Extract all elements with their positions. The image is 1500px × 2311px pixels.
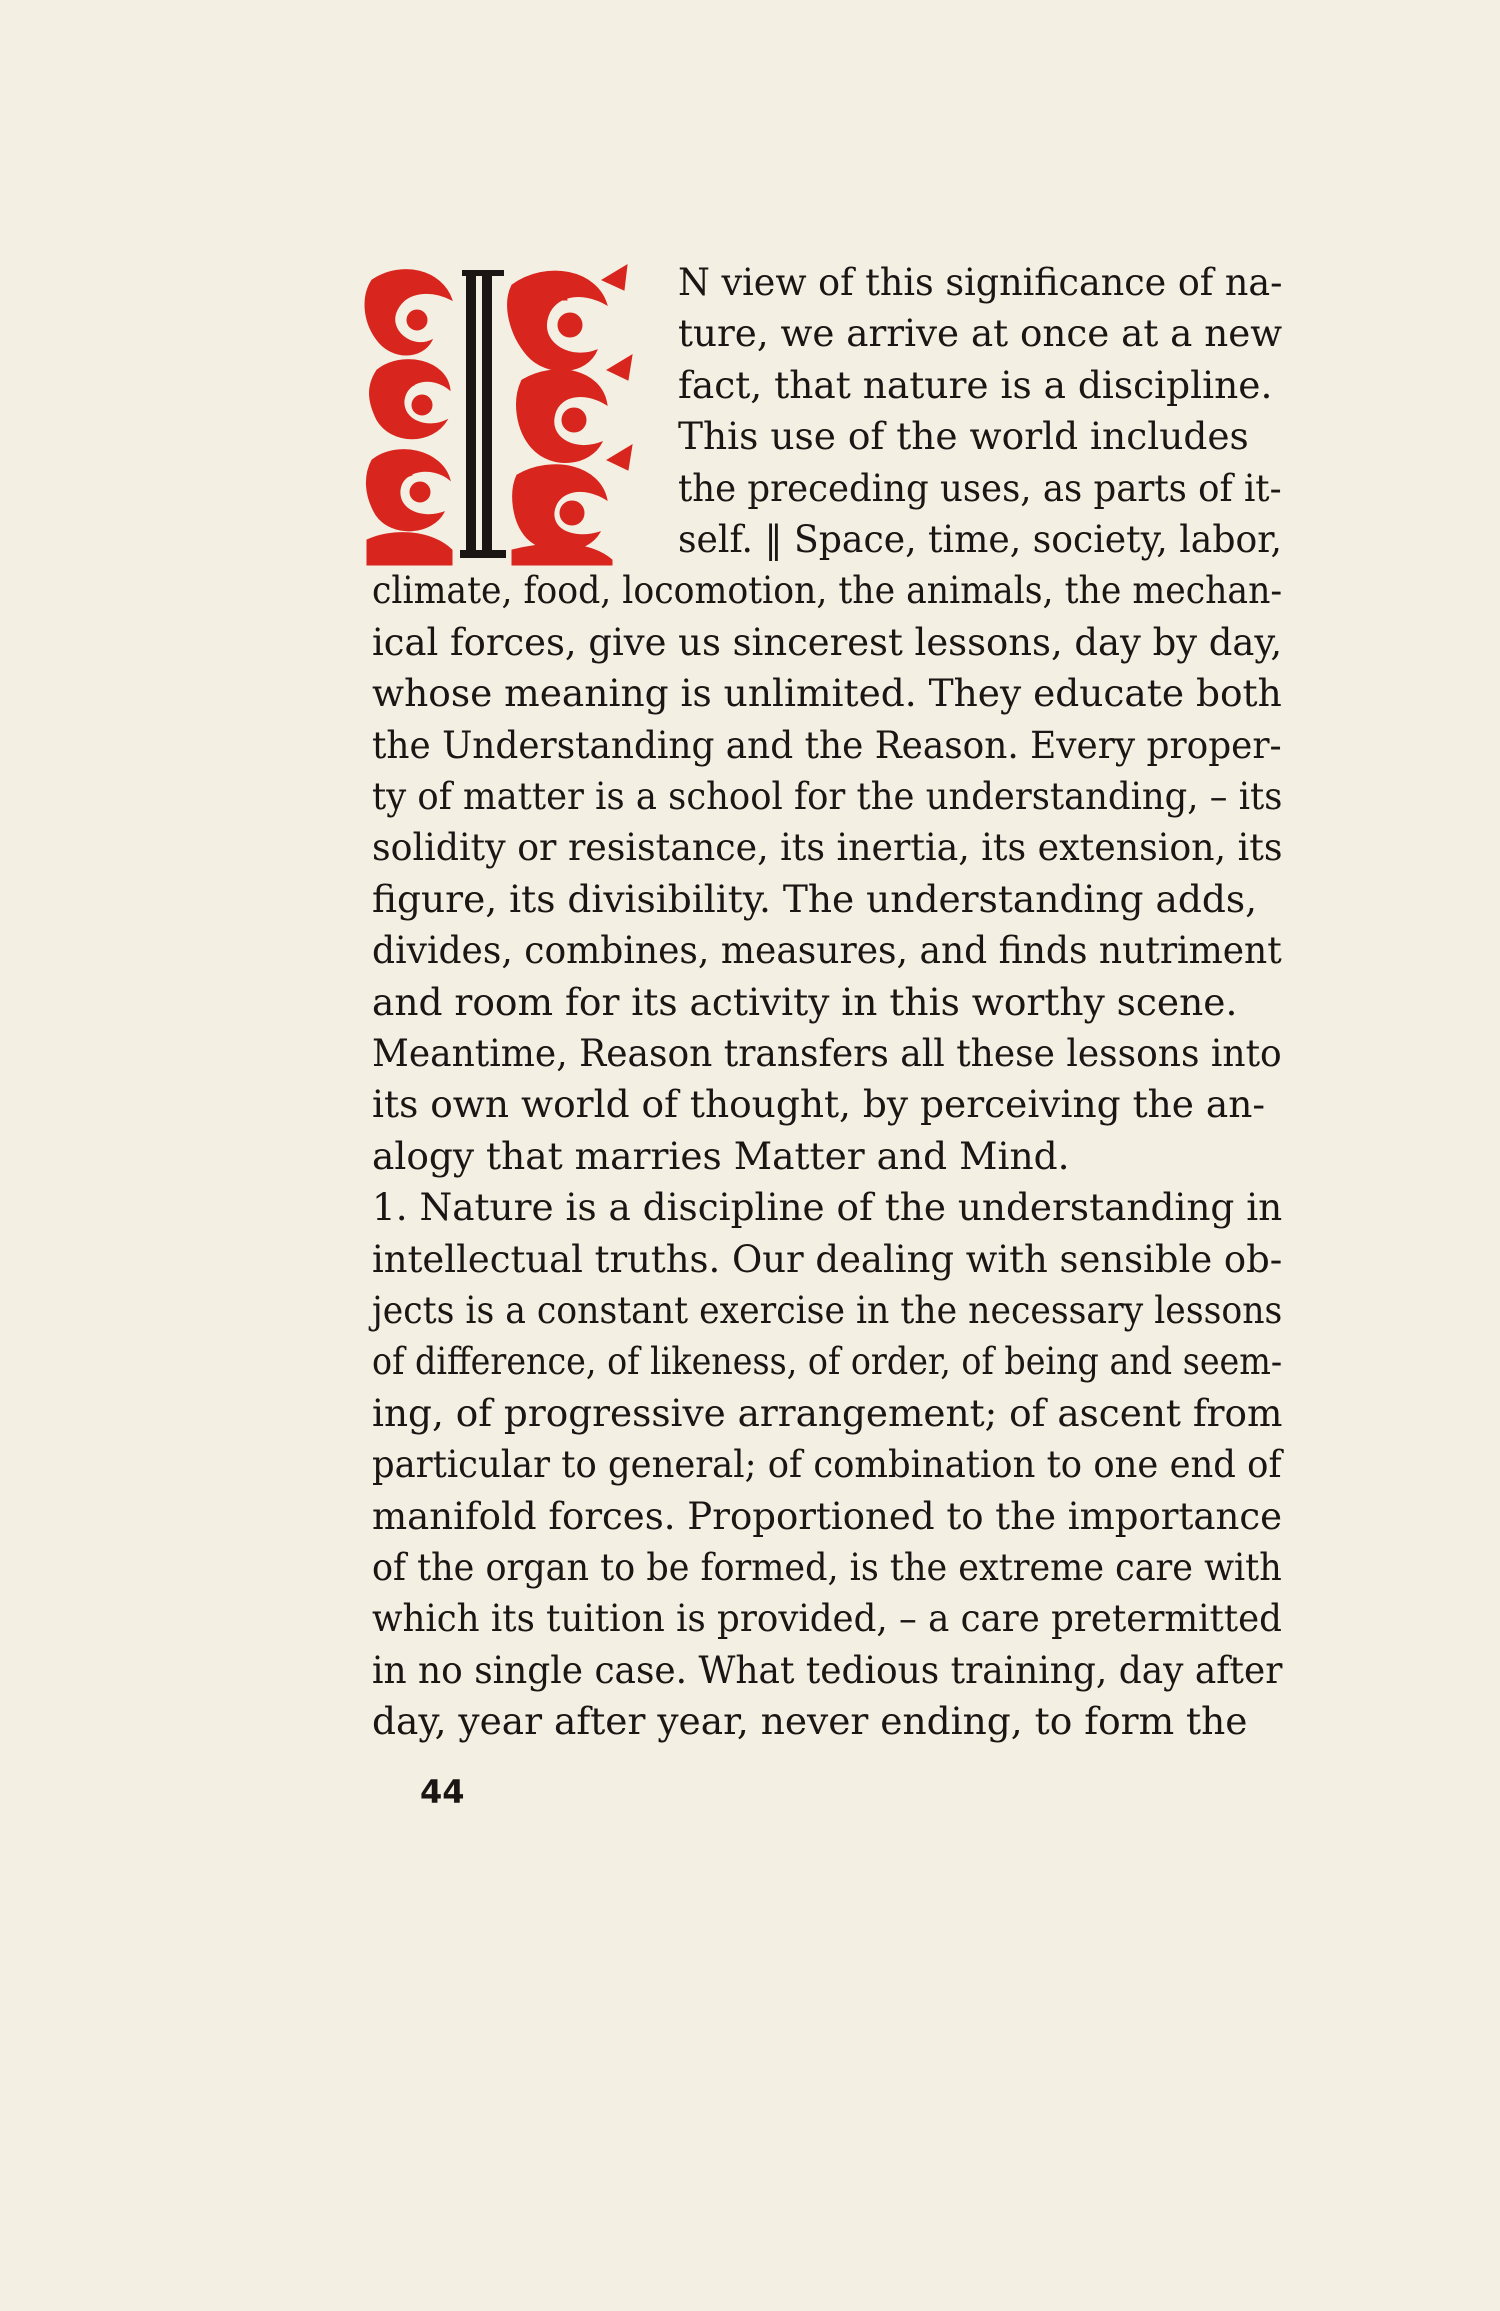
text-line: of difference, of likeness, of order, of being and seem- (372, 1339, 1283, 1384)
text-line: its own world of thought, by perceiving the an- (372, 1082, 1266, 1127)
text-line: 1. Nature is a discipline of the understanding in (372, 1185, 1283, 1230)
text-line: the preceding uses, as parts of it- (678, 465, 1282, 510)
text-line: in no single case. What tedious training, day after (372, 1647, 1283, 1692)
right-floral-scroll (508, 265, 632, 565)
text-line: whose meaning is unlimited. They educate both (372, 671, 1282, 716)
text-line: ture, we arrive at once at a new (678, 311, 1283, 356)
text-line: fact, that nature is a discipline. (678, 362, 1273, 407)
text-line: divides, combines, measures, and finds nutriment (372, 928, 1282, 973)
text-line: and room for its activity in this worthy scene. (372, 979, 1238, 1024)
text-line: of the organ to be formed, is the extreme care with (372, 1545, 1282, 1589)
text-line: alogy that marries Matter and Mind. (372, 1133, 1070, 1178)
text-line: intellectual truths. Our dealing with sensible ob- (372, 1236, 1283, 1281)
initial-letter-glyph (460, 270, 506, 558)
text-line: Meantime, Reason transfers all these lessons into (372, 1031, 1282, 1075)
text-line: figure, its divisibility. The understanding adds, (372, 876, 1258, 921)
text-line: which its tuition is provided, – a care pretermitted (372, 1596, 1282, 1641)
drop-cap-letter: I (362, 260, 363, 261)
left-floral-scroll (365, 270, 452, 565)
text-line: ty of matter is a school for the understanding, – its (372, 774, 1283, 818)
text-line: ing, of progressive arrangement; of ascent from (372, 1390, 1283, 1435)
page-number: 44 (420, 1773, 465, 1811)
text-line: jects is a constant exercise in the necessary lessons (372, 1288, 1283, 1332)
decorated-initial-ornament (362, 260, 672, 570)
text-line: particular to general; of combination to one end of (372, 1442, 1282, 1487)
text-line: solidity or resistance, its inertia, its extension, its (372, 825, 1283, 870)
text-line: ical forces, give us sincerest lessons, day by day, (372, 619, 1283, 664)
text-line: manifold forces. Proportioned to the importance (372, 1493, 1283, 1538)
text-line: N view of this significance of na- (678, 260, 1283, 304)
text-line: This use of the world includes (678, 414, 1249, 459)
text-line: the Understanding and the Reason. Every proper- (372, 722, 1282, 767)
text-line: self. ‖ Space, time, society, labor, (678, 517, 1283, 561)
text-line: day, year after year, never ending, to form the (372, 1699, 1248, 1744)
text-line: climate, food, locomotion, the animals, the mechan- (372, 568, 1283, 613)
